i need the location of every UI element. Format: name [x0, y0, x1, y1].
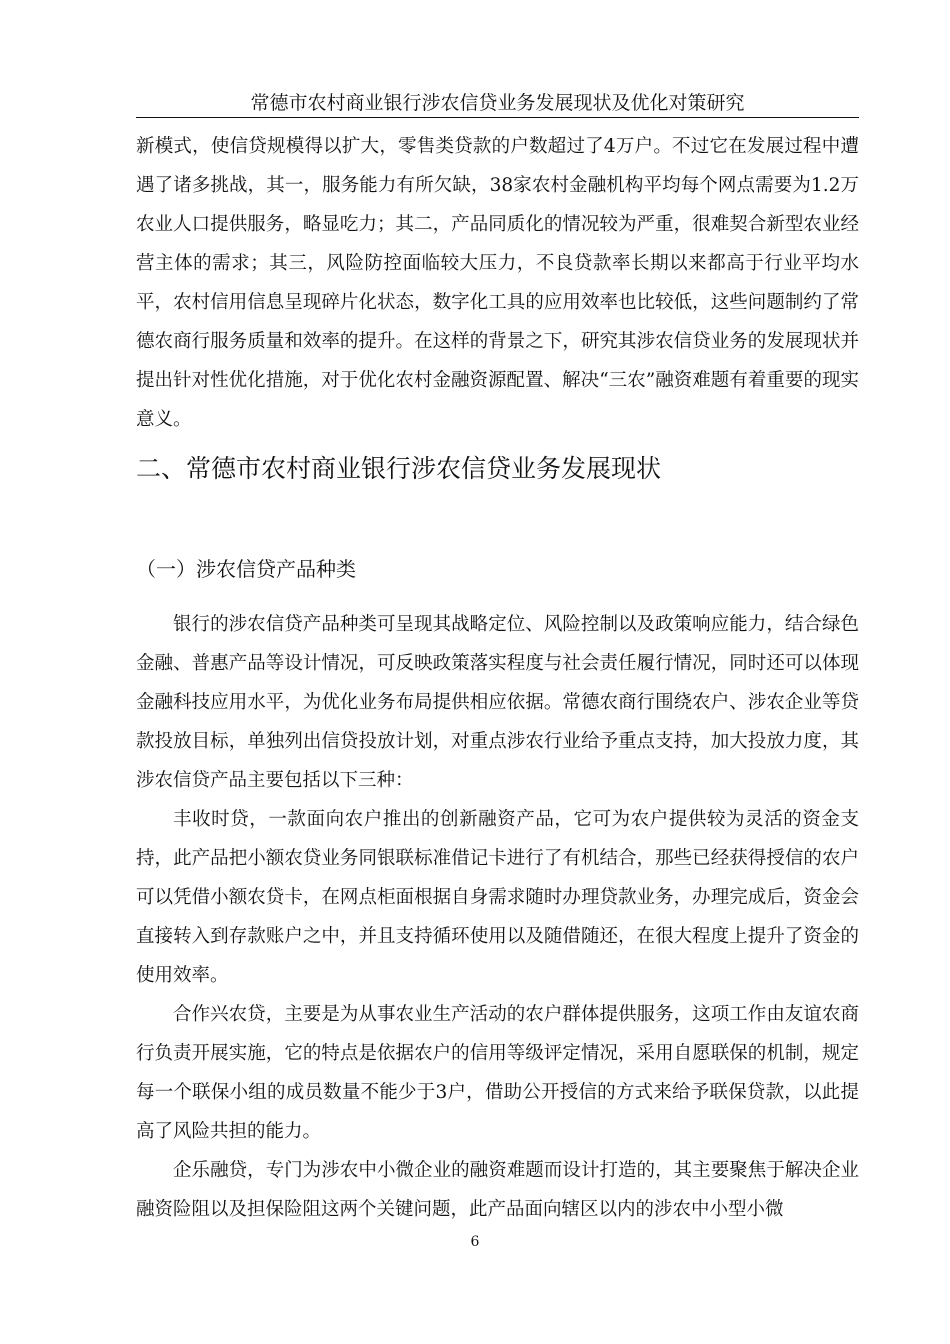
- intro-text: [136, 127, 859, 439]
- body-paragraph: 丰收时贷，一款面向农户推出的创新融资产品，它可为农户提供较为灵活的资金支持，此产品把小额农贷业务同银联标准借记卡进行了有机结合，那些已经获得授信的农户可以凭借小额农贷卡，在网点柜面根据自身需求随时办理贷款业务，办理完成后，资金会直接转入到存款账户之中，并且支持循环使用以及随借随还，在很大程度上提升了资金的使用效率。: [136, 809, 859, 986]
- section-body: [136, 605, 859, 1229]
- intro-paragraph: 新模式，使信贷规模得以扩大，零售类贷款的户数超过了4万户。不过它在发展过程中遭遇了诸多挑战，其一，服务能力有所欠缺，38家农村金融机构平均每个网点需要为1.2万农业人口提供服务，略显吃力；其二，产品同质化的情况较为严重，很难契合新型农业经营主体的需求；其三，风险防控面临较大压力，不良贷款率长期以来都高于行业平均水平，农村信用信息呈现碎片化状态，数字化工具的应用效率也比较低，这些问题制约了常德农商行服务质量和效率的提升。在这样的背景之下，研究其涉农信贷业务的发展现状并提出针对性优化措施，对于优化农村金融资源配置、解决“三农”融资难题有着重要的现实意义。: [136, 136, 859, 430]
- subsection-title: （一）涉农信贷产品种类: [136, 557, 356, 581]
- header-rule: [136, 117, 859, 118]
- body-paragraph: 企乐融贷，专门为涉农中小微企业的融资难题而设计打造的，其主要聚焦于解决企业融资险阻以及担保险阻这两个关键问题，此产品面向辖区以内的涉农中小型小微: [136, 1160, 859, 1220]
- body-paragraph: 银行的涉农信贷产品种类可呈现其战略定位、风险控制以及政策响应能力，结合绿色金融、普惠产品等设计情况，可反映政策落实程度与社会责任履行情况，同时还可以体现金融科技应用水平，为优化业务布局提供相应依据。常德农商行围绕农户、涉农企业等贷款投放目标，单独列出信贷投放计划，对重点涉农行业给予重点支持，加大投放力度，其涉农信贷产品主要包括以下三种：: [136, 614, 859, 791]
- body-paragraph: 合作兴农贷，主要是为从事农业生产活动的农户群体提供服务，这项工作由友谊农商行负责开展实施，它的特点是依据农户的信用等级评定情况，采用自愿联保的机制，规定每一个联保小组的成员数量不能少于3户，借助公开授信的方式来给予联保贷款，以此提高了风险共担的能力。: [136, 1004, 859, 1142]
- section-title: 二、常德市农村商业银行涉农信贷业务发展现状: [136, 454, 662, 483]
- running-header: 常德市农村商业银行涉农信贷业务发展现状及优化对策研究: [250, 92, 745, 114]
- page-number: 6: [470, 1234, 480, 1250]
